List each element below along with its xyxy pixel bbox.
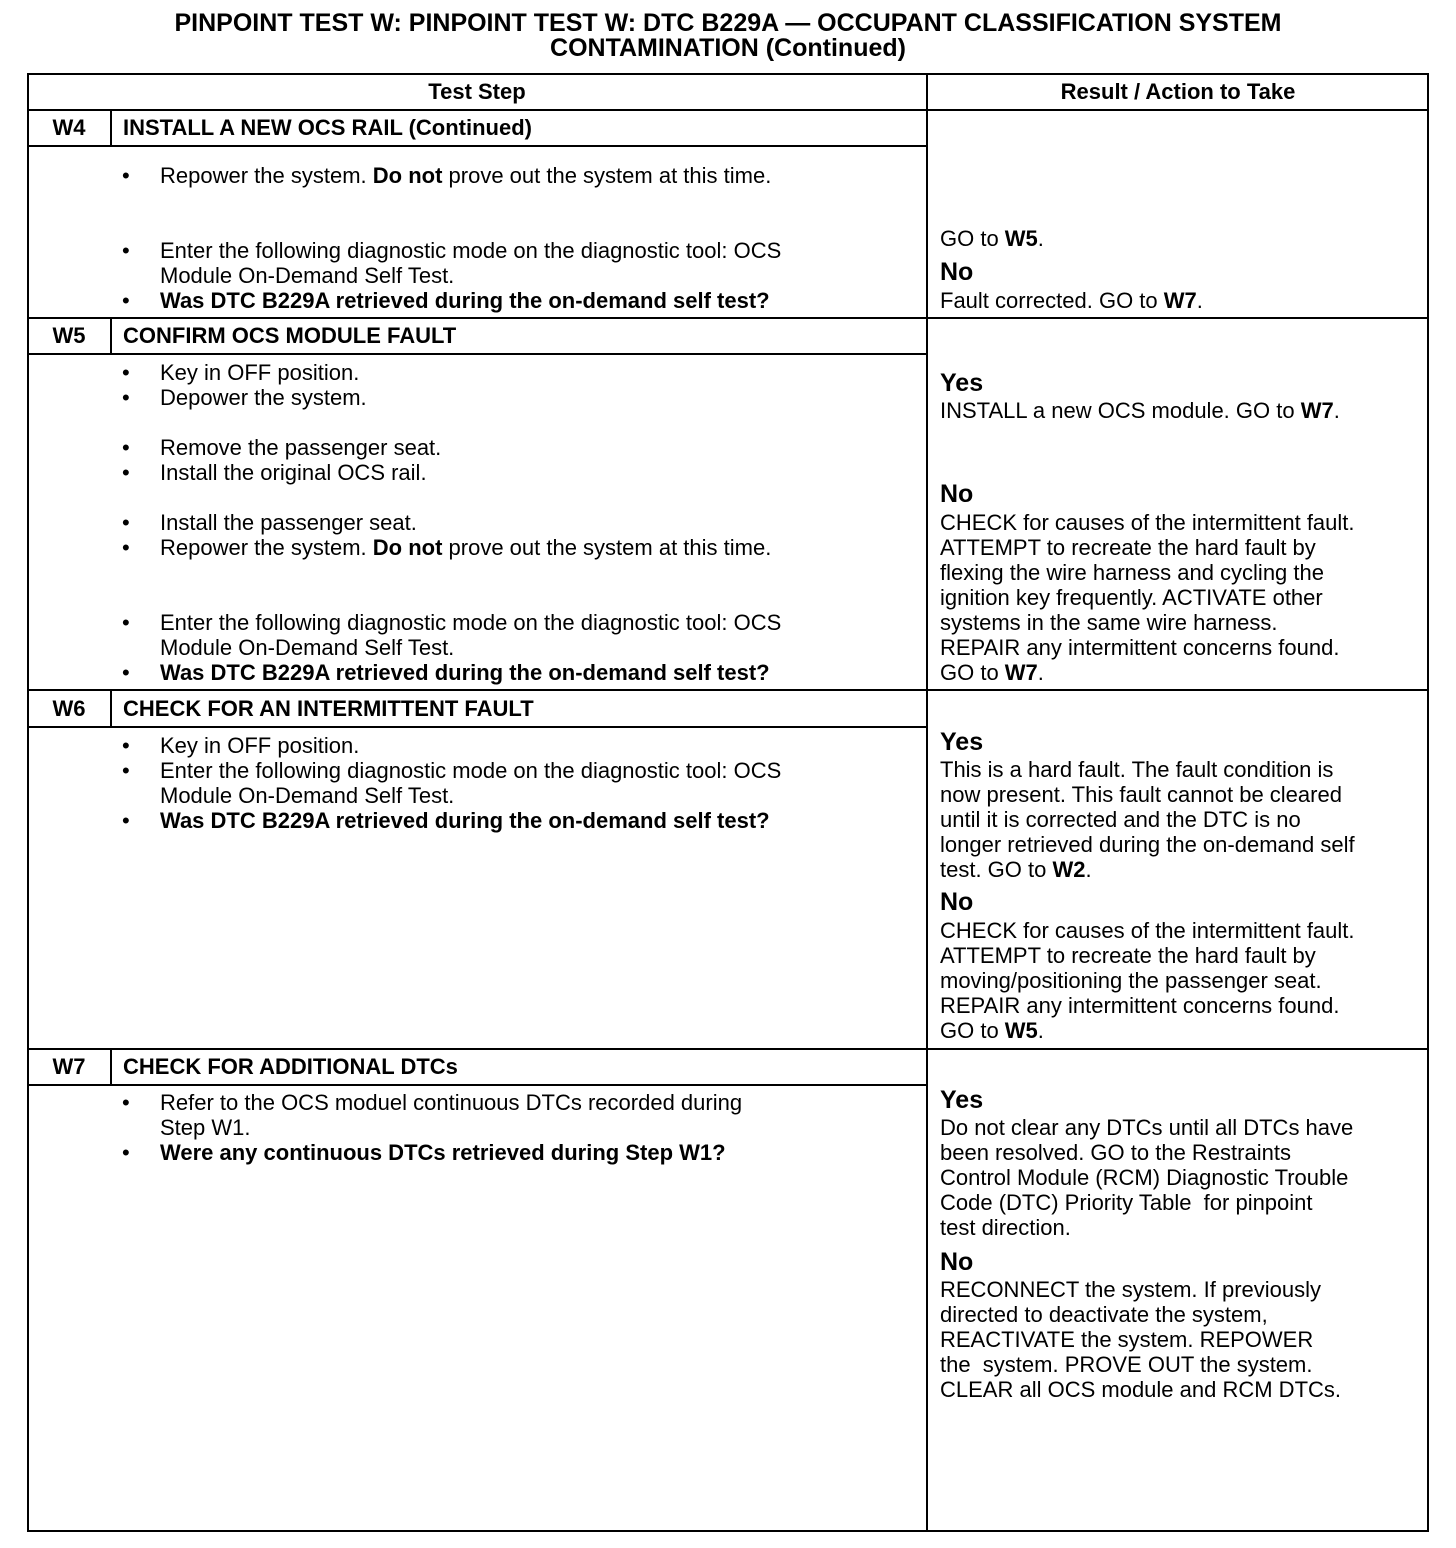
header-result: Result / Action to Take [1060, 79, 1296, 104]
instruction: Enter the following diagnostic mode on the diagnostic tool: OCS [160, 758, 782, 783]
result-yes-text: This is a hard fault. The fault condition is [940, 757, 1334, 782]
step-id: W6 [52, 696, 86, 721]
result-no-text: CHECK for causes of the intermittent fault. [940, 918, 1355, 943]
bullet: • [122, 758, 130, 783]
bullet: • [122, 733, 130, 758]
result-no-label: No [940, 258, 974, 286]
result-yes-text: until it is corrected and the DTC is no [940, 807, 1301, 832]
result-yes-text: Code (DTC) Priority Table for pinpoint [940, 1190, 1313, 1215]
result-no-text: GO to W5. [940, 1018, 1044, 1043]
header-test-step: Test Step [428, 79, 526, 104]
result-no-text: ATTEMPT to recreate the hard fault by [940, 535, 1316, 560]
step-title: CONFIRM OCS MODULE FAULT [123, 323, 457, 348]
bullet: • [122, 808, 130, 833]
result-no-text: the system. PROVE OUT the system. [940, 1352, 1313, 1377]
instruction: Key in OFF position. [160, 733, 360, 758]
page-title-line2: CONTAMINATION (Continued) [550, 34, 906, 62]
question: Was DTC B229A retrieved during the on-demand self test? [160, 288, 770, 313]
result-no-text: CHECK for causes of the intermittent fault. [940, 510, 1355, 535]
result-no-text: ATTEMPT to recreate the hard fault by [940, 943, 1316, 968]
instruction: Enter the following diagnostic mode on the diagnostic tool: OCS [160, 238, 782, 263]
bullet: • [122, 360, 130, 385]
step-title: CHECK FOR ADDITIONAL DTCs [123, 1054, 458, 1079]
instruction: Remove the passenger seat. [160, 435, 442, 460]
bullet: • [122, 460, 130, 485]
result-yes-text: Do not clear any DTCs until all DTCs have [940, 1115, 1354, 1140]
result-yes-label: Yes [940, 728, 984, 756]
page-title-line1: PINPOINT TEST W: PINPOINT TEST W: DTC B229A — OCCUPANT CLASSIFICATION SYSTEM [174, 9, 1282, 37]
bullet: • [122, 385, 130, 410]
question: Was DTC B229A retrieved during the on-demand self test? [160, 660, 770, 685]
result-yes-text: been resolved. GO to the Restraints [940, 1140, 1291, 1165]
result-no-text: CLEAR all OCS module and RCM DTCs. [940, 1377, 1342, 1402]
step-id: W4 [52, 115, 86, 140]
bullet: • [122, 510, 130, 535]
instruction: Enter the following diagnostic mode on the diagnostic tool: OCS [160, 610, 782, 635]
result-no-text: systems in the same wire harness. [940, 610, 1278, 635]
step-id: W7 [52, 1054, 86, 1079]
instruction: Depower the system. [160, 385, 367, 410]
bullet: • [122, 288, 130, 313]
result-no-text: flexing the wire harness and cycling the [940, 560, 1324, 585]
result-yes-action: GO to W5. [940, 226, 1044, 251]
instruction: Install the original OCS rail. [160, 460, 427, 485]
question: Were any continuous DTCs retrieved during Step W1? [160, 1140, 726, 1165]
result-no-label: No [940, 480, 974, 508]
step-title: INSTALL A NEW OCS RAIL (Continued) [123, 115, 532, 140]
result-no-label: No [940, 888, 974, 916]
result-yes-text: now present. This fault cannot be cleared [940, 782, 1342, 807]
instruction: Module On-Demand Self Test. [160, 635, 455, 660]
bullet: • [122, 435, 130, 460]
bullet: • [122, 610, 130, 635]
result-yes-text: test. GO to W2. [940, 857, 1092, 882]
result-no-text: REACTIVATE the system. REPOWER [940, 1327, 1314, 1352]
bullet: • [122, 660, 130, 685]
question: Was DTC B229A retrieved during the on-demand self test? [160, 808, 770, 833]
result-no-text: REPAIR any intermittent concerns found. [940, 993, 1340, 1018]
instruction: Repower the system. Do not prove out the system at this time. [160, 163, 772, 188]
instruction: Refer to the OCS moduel continuous DTCs recorded during [160, 1090, 743, 1115]
result-yes-text: longer retrieved during the on-demand self [940, 832, 1355, 857]
instruction: Module On-Demand Self Test. [160, 263, 455, 288]
instruction: Install the passenger seat. [160, 510, 417, 535]
step-title: CHECK FOR AN INTERMITTENT FAULT [123, 696, 534, 721]
result-no-text: RECONNECT the system. If previously [940, 1277, 1322, 1302]
instruction: Step W1. [160, 1115, 251, 1140]
result-no-text: REPAIR any intermittent concerns found. [940, 635, 1340, 660]
result-yes-text: test direction. [940, 1215, 1071, 1240]
result-no-text: moving/positioning the passenger seat. [940, 968, 1322, 993]
bullet: • [122, 1090, 130, 1115]
result-no-label: No [940, 1248, 974, 1276]
instruction: Module On-Demand Self Test. [160, 783, 455, 808]
result-no-text: directed to deactivate the system, [940, 1302, 1268, 1327]
result-no-text: GO to W7. [940, 660, 1044, 685]
bullet: • [122, 163, 130, 188]
result-no-text: ignition key frequently. ACTIVATE other [940, 585, 1323, 610]
bullet: • [122, 535, 130, 560]
instruction: Repower the system. Do not prove out the system at this time. [160, 535, 772, 560]
result-yes-label: Yes [940, 369, 984, 397]
result-no-action: Fault corrected. GO to W7. [940, 288, 1203, 313]
result-yes-text: Control Module (RCM) Diagnostic Trouble [940, 1165, 1349, 1190]
step-id: W5 [52, 323, 86, 348]
instruction: Key in OFF position. [160, 360, 360, 385]
bullet: • [122, 1140, 130, 1165]
bullet: • [122, 238, 130, 263]
result-yes-action: INSTALL a new OCS module. GO to W7. [940, 398, 1340, 423]
result-yes-label: Yes [940, 1086, 984, 1114]
